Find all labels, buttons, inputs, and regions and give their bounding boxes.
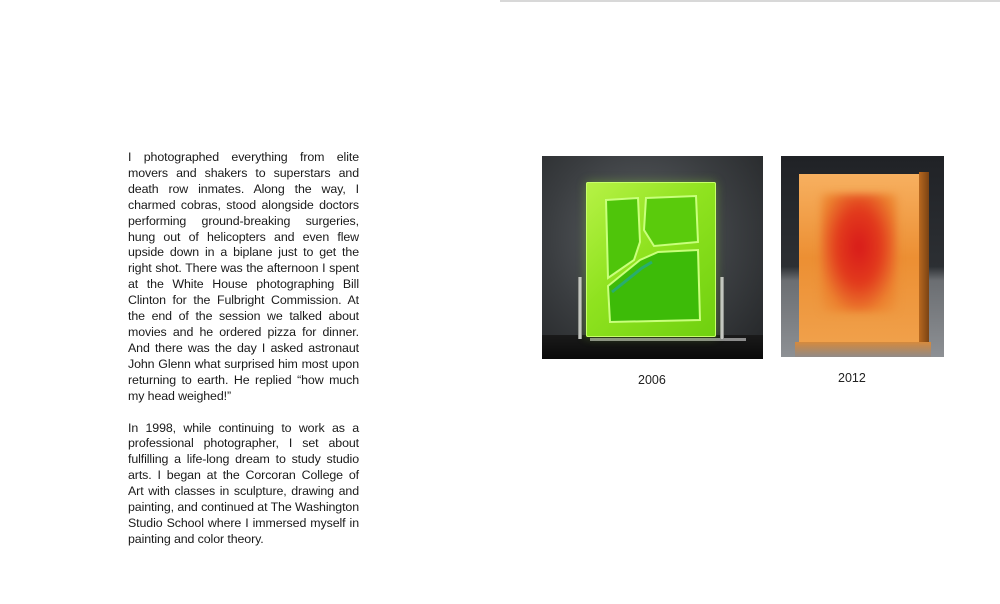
- block-side-face: [919, 172, 929, 342]
- glass-cells-shape: [586, 182, 716, 337]
- red-core-glow: [821, 194, 897, 312]
- artwork-image-green-glass: [542, 156, 763, 359]
- paragraph-1: I photographed everything from elite movers and shakers to superstars and death row inmates. Along the way, I charmed cobras, stood alongside doctors performing ground-breaking surgeries, hung out of helicopters and even flew upside down in a biplane just to get the right shot. There was the afternoon I spent at the White House photographing Bill Clinton for the Fulbright Commission. At the end of the session we talked about movies and he ordered pizza for dinner. And there was the day I asked astronaut John Glenn what surprised him most upon returning to earth. He replied “how much my head weighed!”: [128, 150, 359, 403]
- body-text: [128, 150, 359, 564]
- block-reflection: [795, 342, 931, 357]
- artwork-image-orange-block: [781, 156, 944, 357]
- caption-year-1: 2006: [638, 373, 666, 387]
- orange-resin-block: [799, 174, 919, 342]
- paragraph-2: In 1998, while continuing to work as a professional photographer, I set about fulfilling a life-long dream to study studio arts. I began at the Corcoran College of Art with classes in sculpture, drawing and painting, and continued at The Washington Studio School where I immersed myself in painting and color theory.: [128, 420, 359, 546]
- stand-post-left: [578, 277, 582, 339]
- green-glass-slab: [586, 182, 716, 337]
- top-divider: [500, 0, 1000, 2]
- stand-post-right: [720, 277, 724, 339]
- caption-year-2: 2012: [838, 371, 866, 385]
